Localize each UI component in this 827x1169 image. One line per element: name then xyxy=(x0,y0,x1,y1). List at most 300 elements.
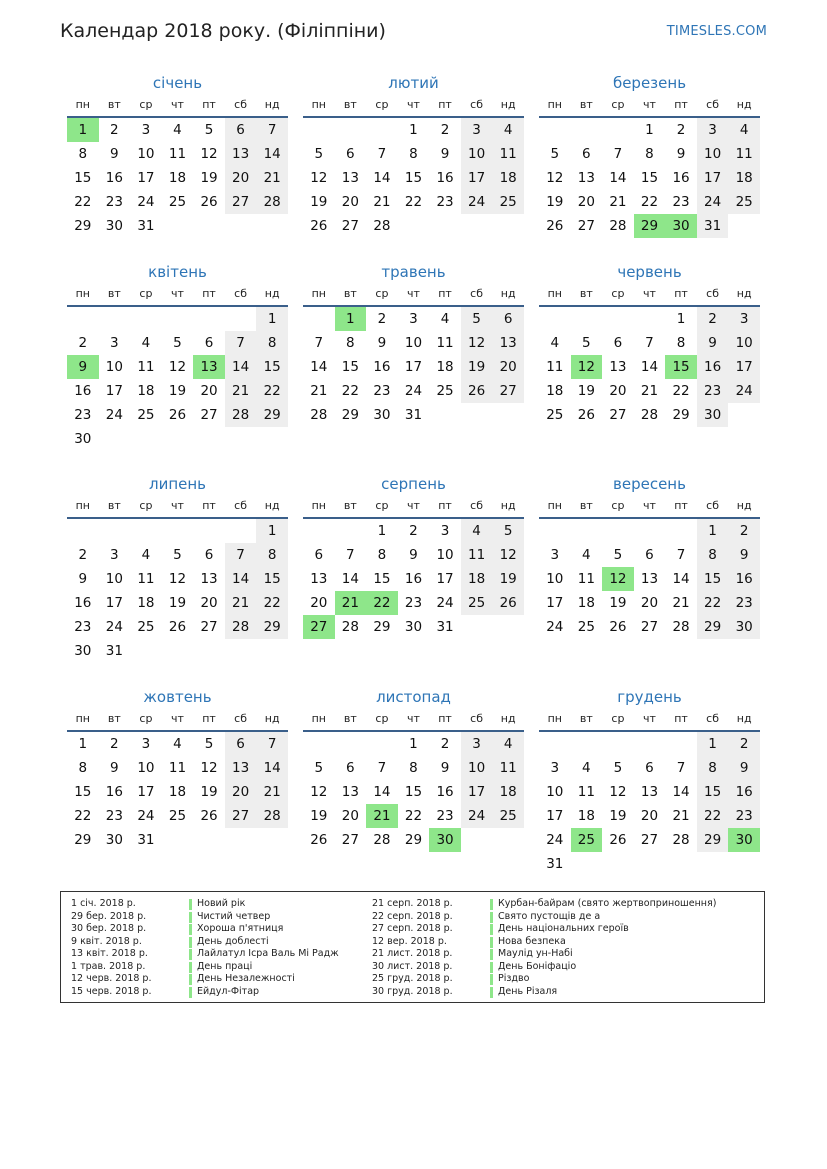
weekend-day-cell: 3 xyxy=(728,307,760,331)
day-cell: 24 xyxy=(404,383,423,399)
week-row xyxy=(303,615,524,639)
weekday-label: сб xyxy=(234,98,248,111)
weekday-label: нд xyxy=(264,287,280,300)
weekend-day-cell: 28 xyxy=(225,615,257,639)
holiday-color-marker xyxy=(189,924,192,935)
day-cell: 2 xyxy=(110,122,119,138)
day-cell: 19 xyxy=(577,383,595,399)
empty-day-cell xyxy=(571,519,603,543)
legend-holiday-name: Хороша п'ятниця xyxy=(197,923,284,934)
day-cell: 11 xyxy=(546,359,564,375)
day-cell: 27 xyxy=(200,407,218,423)
weekday-label: вт xyxy=(579,98,593,111)
day-cell: 1 xyxy=(645,122,654,138)
day-cell: 15 xyxy=(404,170,423,186)
day-cell: 27 xyxy=(341,218,359,234)
day-cell: 19 xyxy=(310,194,328,210)
holiday-day-cell: 29 xyxy=(634,214,666,238)
weekend-day-cell: 2 xyxy=(728,519,760,543)
day-cell: 17 xyxy=(105,595,123,611)
day-cell: 18 xyxy=(577,595,595,611)
day-cell: 30 xyxy=(105,218,123,234)
day-cell: 4 xyxy=(582,547,591,563)
weekend-day-cell: 28 xyxy=(225,403,257,427)
week-row xyxy=(539,331,760,355)
day-cell: 23 xyxy=(74,619,92,635)
month-name: грудень xyxy=(617,688,682,706)
weekend-day-cell: 14 xyxy=(225,567,257,591)
holiday-day-cell: 30 xyxy=(728,828,760,852)
weekday-header xyxy=(303,94,524,118)
legend-date: 30 бер. 2018 р. xyxy=(71,923,147,934)
day-cell: 28 xyxy=(672,832,690,848)
day-cell: 29 xyxy=(341,407,359,423)
legend-item xyxy=(372,986,716,999)
day-cell: 10 xyxy=(137,146,155,162)
day-cell: 13 xyxy=(310,571,328,587)
week-row xyxy=(303,355,524,379)
day-cell: 17 xyxy=(546,595,564,611)
day-cell: 13 xyxy=(640,571,659,587)
week-row xyxy=(67,732,288,756)
day-cell: 25 xyxy=(436,383,454,399)
weekday-header xyxy=(303,283,524,307)
day-cell: 20 xyxy=(341,194,359,210)
day-cell: 25 xyxy=(546,407,564,423)
day-cell: 26 xyxy=(546,218,564,234)
day-cell: 24 xyxy=(137,808,155,824)
day-cell: 1 xyxy=(377,523,387,539)
weekday-label: пт xyxy=(202,712,216,725)
weekday-label: чт xyxy=(171,499,184,512)
day-cell: 14 xyxy=(672,784,690,800)
day-cell: 18 xyxy=(168,784,187,800)
day-cell: 28 xyxy=(609,218,627,234)
legend-date: 1 січ. 2018 р. xyxy=(71,898,136,909)
weekend-day-cell: 16 xyxy=(728,780,760,804)
weekend-day-cell: 30 xyxy=(728,615,760,639)
weekend-day-cell: 1 xyxy=(256,307,288,331)
weekend-day-cell: 10 xyxy=(461,142,493,166)
day-cell: 6 xyxy=(346,146,355,162)
weekend-day-cell: 11 xyxy=(728,142,760,166)
weekday-header xyxy=(303,495,524,519)
day-cell: 21 xyxy=(672,595,690,611)
day-cell: 18 xyxy=(546,383,564,399)
site-link[interactable]: TIMESLES.COM xyxy=(666,24,767,39)
day-cell: 1 xyxy=(676,311,686,327)
weekend-day-cell: 11 xyxy=(492,142,524,166)
day-cell: 21 xyxy=(672,808,690,824)
weekend-day-cell: 15 xyxy=(697,780,729,804)
weekend-day-cell: 23 xyxy=(728,804,760,828)
empty-day-cell xyxy=(492,828,524,852)
legend-holiday-name: Маулід ун-Набі xyxy=(498,948,573,959)
day-cell: 6 xyxy=(645,547,654,563)
day-cell: 12 xyxy=(200,760,218,776)
page-title: Календар 2018 року. (Філіппіни) xyxy=(60,20,386,42)
day-cell: 17 xyxy=(137,784,155,800)
week-row xyxy=(67,355,288,379)
weekday-label: вт xyxy=(107,499,121,512)
month-block xyxy=(303,72,524,238)
weekday-label: пт xyxy=(674,499,688,512)
legend-column-left xyxy=(71,898,339,998)
weekend-day-cell: 11 xyxy=(492,756,524,780)
weekend-day-cell: 20 xyxy=(492,355,524,379)
week-row xyxy=(539,543,760,567)
weekend-day-cell: 24 xyxy=(728,379,760,403)
day-cell: 22 xyxy=(74,194,92,210)
holiday-day-cell: 21 xyxy=(366,804,398,828)
empty-day-cell xyxy=(162,307,194,331)
week-row xyxy=(303,118,524,142)
weekend-day-cell: 13 xyxy=(225,142,257,166)
day-cell: 19 xyxy=(200,784,218,800)
day-cell: 24 xyxy=(137,194,155,210)
weekday-header xyxy=(67,708,288,732)
holiday-color-marker xyxy=(189,912,192,923)
weekend-day-cell: 2 xyxy=(697,307,729,331)
month-block xyxy=(539,473,760,639)
day-cell: 2 xyxy=(110,736,119,752)
weekend-day-cell: 4 xyxy=(492,118,524,142)
day-cell: 18 xyxy=(577,808,595,824)
empty-day-cell xyxy=(67,307,99,331)
week-row xyxy=(539,804,760,828)
holiday-day-cell: 1 xyxy=(335,307,367,331)
legend-holiday-name: Різдво xyxy=(498,973,530,984)
day-cell: 25 xyxy=(137,407,155,423)
weekend-day-cell: 10 xyxy=(728,331,760,355)
legend-holiday-name: Свято пустощів де а xyxy=(498,910,601,922)
weekend-day-cell: 1 xyxy=(256,519,288,543)
day-cell: 11 xyxy=(436,335,454,351)
day-cell: 21 xyxy=(640,383,659,399)
week-row xyxy=(303,780,524,804)
month-block xyxy=(539,261,760,427)
empty-day-cell xyxy=(130,427,162,451)
day-cell: 4 xyxy=(141,547,151,563)
empty-day-cell xyxy=(256,214,288,238)
day-cell: 10 xyxy=(105,359,123,375)
day-cell: 7 xyxy=(377,760,387,776)
day-cell: 9 xyxy=(676,146,686,162)
weekday-label: нд xyxy=(500,499,516,512)
day-cell: 7 xyxy=(613,146,623,162)
weekend-day-cell: 16 xyxy=(728,567,760,591)
weekend-day-cell: 6 xyxy=(225,118,257,142)
weekday-label: пт xyxy=(674,98,688,111)
day-cell: 13 xyxy=(341,784,359,800)
day-cell: 18 xyxy=(137,595,155,611)
weekday-label: пн xyxy=(311,98,326,111)
day-cell: 2 xyxy=(676,122,686,138)
weekend-day-cell: 22 xyxy=(256,591,288,615)
legend-date: 13 квіт. 2018 р. xyxy=(71,948,148,959)
empty-day-cell xyxy=(539,307,571,331)
weekday-label: нд xyxy=(736,712,752,725)
day-cell: 20 xyxy=(341,808,359,824)
day-cell: 15 xyxy=(640,170,659,186)
empty-day-cell xyxy=(602,732,634,756)
day-cell: 21 xyxy=(609,194,627,210)
empty-day-cell xyxy=(571,732,603,756)
day-cell: 17 xyxy=(137,170,155,186)
day-cell: 20 xyxy=(577,194,595,210)
day-cell: 14 xyxy=(640,359,659,375)
day-cell: 20 xyxy=(609,383,627,399)
day-cell: 5 xyxy=(173,547,182,563)
empty-day-cell xyxy=(665,852,697,876)
week-row xyxy=(303,732,524,756)
week-row xyxy=(67,427,288,451)
weekday-label: сб xyxy=(470,712,484,725)
weekday-label: ср xyxy=(375,499,389,512)
week-row xyxy=(67,331,288,355)
weekend-day-cell: 8 xyxy=(256,331,288,355)
week-row xyxy=(539,756,760,780)
day-cell: 15 xyxy=(341,359,359,375)
empty-day-cell xyxy=(602,519,634,543)
empty-day-cell xyxy=(162,214,194,238)
empty-day-cell xyxy=(461,615,493,639)
weekend-day-cell: 28 xyxy=(256,804,288,828)
empty-day-cell xyxy=(366,118,398,142)
weekday-label: сб xyxy=(706,499,720,512)
week-row xyxy=(539,307,760,331)
day-cell: 5 xyxy=(314,146,324,162)
weekend-day-cell: 12 xyxy=(492,543,524,567)
month-block xyxy=(539,72,760,238)
weekday-label: пн xyxy=(311,712,326,725)
day-cell: 10 xyxy=(137,760,155,776)
day-cell: 16 xyxy=(436,170,454,186)
legend-date: 15 черв. 2018 р. xyxy=(71,985,152,997)
empty-day-cell xyxy=(193,828,225,852)
weekday-label: вт xyxy=(579,712,593,725)
weekday-header xyxy=(539,708,760,732)
legend-item xyxy=(71,948,339,961)
weekday-label: сб xyxy=(706,287,720,300)
day-cell: 6 xyxy=(613,335,623,351)
day-cell: 3 xyxy=(550,760,560,776)
legend-item xyxy=(71,961,339,974)
holiday-day-cell: 15 xyxy=(665,355,697,379)
day-cell: 24 xyxy=(546,619,564,635)
day-cell: 16 xyxy=(105,784,123,800)
empty-day-cell xyxy=(461,214,493,238)
week-row xyxy=(303,591,524,615)
month-name: лютий xyxy=(388,74,439,92)
weekend-day-cell: 7 xyxy=(256,732,288,756)
day-cell: 23 xyxy=(436,194,454,210)
day-cell: 18 xyxy=(168,170,187,186)
holiday-color-marker xyxy=(490,987,493,998)
weekend-day-cell: 27 xyxy=(492,379,524,403)
empty-day-cell xyxy=(193,307,225,331)
day-cell: 9 xyxy=(409,547,418,563)
empty-day-cell xyxy=(539,519,571,543)
weekday-label: нд xyxy=(264,499,280,512)
empty-day-cell xyxy=(303,519,335,543)
weekend-day-cell: 25 xyxy=(492,190,524,214)
legend-holiday-name: День Незалежності xyxy=(197,973,295,984)
week-row xyxy=(303,379,524,403)
weekend-day-cell: 18 xyxy=(492,780,524,804)
weekday-label: вт xyxy=(343,287,357,300)
week-row xyxy=(539,732,760,756)
weekday-label: пн xyxy=(311,287,326,300)
weekend-day-cell: 6 xyxy=(225,732,257,756)
weekend-day-cell: 9 xyxy=(728,756,760,780)
weekday-label: ср xyxy=(139,98,153,111)
legend-holiday-name: День Різаля xyxy=(498,985,558,997)
holiday-day-cell: 21 xyxy=(335,591,367,615)
weekday-label: сб xyxy=(706,98,720,111)
legend-date: 9 квіт. 2018 р. xyxy=(71,935,142,947)
holiday-color-marker xyxy=(490,912,493,923)
weekday-label: пт xyxy=(438,287,452,300)
weekend-day-cell: 8 xyxy=(697,543,729,567)
empty-day-cell xyxy=(225,519,257,543)
weekend-day-cell: 7 xyxy=(256,118,288,142)
week-row xyxy=(303,166,524,190)
weekend-day-cell: 26 xyxy=(461,379,493,403)
weekend-day-cell: 23 xyxy=(697,379,729,403)
week-row xyxy=(303,403,524,427)
day-cell: 20 xyxy=(200,595,218,611)
legend-item xyxy=(372,911,716,924)
weekend-day-cell: 21 xyxy=(225,379,257,403)
day-cell: 14 xyxy=(373,170,391,186)
legend-date: 21 серп. 2018 р. xyxy=(372,898,453,909)
day-cell: 4 xyxy=(440,311,450,327)
day-cell: 6 xyxy=(645,760,654,776)
week-row xyxy=(539,379,760,403)
month-name: вересень xyxy=(613,475,686,493)
weekend-day-cell: 10 xyxy=(697,142,729,166)
weekend-day-cell: 9 xyxy=(697,331,729,355)
empty-day-cell xyxy=(162,828,194,852)
weekday-label: вт xyxy=(579,499,593,512)
week-row xyxy=(539,214,760,238)
weekday-header xyxy=(67,94,288,118)
day-cell: 5 xyxy=(613,760,623,776)
day-cell: 6 xyxy=(314,547,324,563)
weekday-label: пн xyxy=(547,98,562,111)
day-cell: 3 xyxy=(550,547,560,563)
day-cell: 19 xyxy=(200,170,218,186)
empty-day-cell xyxy=(429,403,461,427)
weekend-day-cell: 17 xyxy=(728,355,760,379)
holiday-day-cell: 30 xyxy=(429,828,461,852)
empty-day-cell xyxy=(539,732,571,756)
day-cell: 24 xyxy=(105,407,123,423)
holiday-color-marker xyxy=(189,949,192,960)
holiday-day-cell: 12 xyxy=(571,355,603,379)
month-block xyxy=(303,686,524,852)
day-cell: 2 xyxy=(409,523,418,539)
weekend-day-cell: 7 xyxy=(225,331,257,355)
empty-day-cell xyxy=(665,519,697,543)
day-cell: 5 xyxy=(582,335,591,351)
weekday-header xyxy=(539,495,760,519)
day-cell: 30 xyxy=(74,643,92,659)
day-cell: 5 xyxy=(613,547,623,563)
day-cell: 11 xyxy=(137,359,155,375)
weekday-label: пт xyxy=(674,712,688,725)
week-row xyxy=(303,214,524,238)
day-cell: 12 xyxy=(310,170,328,186)
day-cell: 17 xyxy=(546,808,564,824)
weekday-label: пт xyxy=(438,98,452,111)
week-row xyxy=(539,591,760,615)
weekday-label: нд xyxy=(736,499,752,512)
weekday-header xyxy=(67,283,288,307)
week-row xyxy=(539,190,760,214)
day-cell: 1 xyxy=(78,736,88,752)
weekend-day-cell: 24 xyxy=(461,804,493,828)
weekend-day-cell: 20 xyxy=(225,166,257,190)
day-cell: 17 xyxy=(404,359,423,375)
day-cell: 21 xyxy=(310,383,328,399)
weekday-label: ср xyxy=(139,712,153,725)
day-cell: 4 xyxy=(582,760,591,776)
holiday-color-marker xyxy=(189,987,192,998)
weekend-day-cell: 27 xyxy=(225,190,257,214)
day-cell: 18 xyxy=(436,359,454,375)
day-cell: 4 xyxy=(141,335,151,351)
week-row xyxy=(67,307,288,331)
legend-item xyxy=(372,898,716,911)
day-cell: 9 xyxy=(440,760,450,776)
day-cell: 14 xyxy=(310,359,328,375)
day-cell: 8 xyxy=(676,335,686,351)
day-cell: 22 xyxy=(672,383,690,399)
day-cell: 10 xyxy=(436,547,454,563)
day-cell: 15 xyxy=(373,571,391,587)
day-cell: 16 xyxy=(105,170,123,186)
empty-day-cell xyxy=(492,403,524,427)
weekday-label: ср xyxy=(375,98,389,111)
day-cell: 8 xyxy=(377,547,387,563)
empty-day-cell xyxy=(303,307,335,331)
week-row xyxy=(539,118,760,142)
day-cell: 22 xyxy=(341,383,359,399)
day-cell: 26 xyxy=(200,808,218,824)
empty-day-cell xyxy=(634,732,666,756)
day-cell: 26 xyxy=(168,619,187,635)
day-cell: 29 xyxy=(74,218,92,234)
day-cell: 16 xyxy=(672,170,690,186)
weekend-day-cell: 10 xyxy=(461,756,493,780)
weekend-day-cell: 14 xyxy=(256,142,288,166)
weekday-label: ср xyxy=(375,287,389,300)
day-cell: 19 xyxy=(546,194,564,210)
week-row xyxy=(303,142,524,166)
day-cell: 20 xyxy=(200,383,218,399)
weekend-day-cell: 3 xyxy=(697,118,729,142)
week-row xyxy=(67,591,288,615)
legend-date: 22 серп. 2018 р. xyxy=(372,910,453,922)
month-name: серпень xyxy=(381,475,446,493)
weekend-day-cell: 4 xyxy=(461,519,493,543)
empty-day-cell xyxy=(665,732,697,756)
weekday-label: чт xyxy=(407,712,420,725)
weekend-day-cell: 3 xyxy=(461,118,493,142)
day-cell: 12 xyxy=(168,571,187,587)
